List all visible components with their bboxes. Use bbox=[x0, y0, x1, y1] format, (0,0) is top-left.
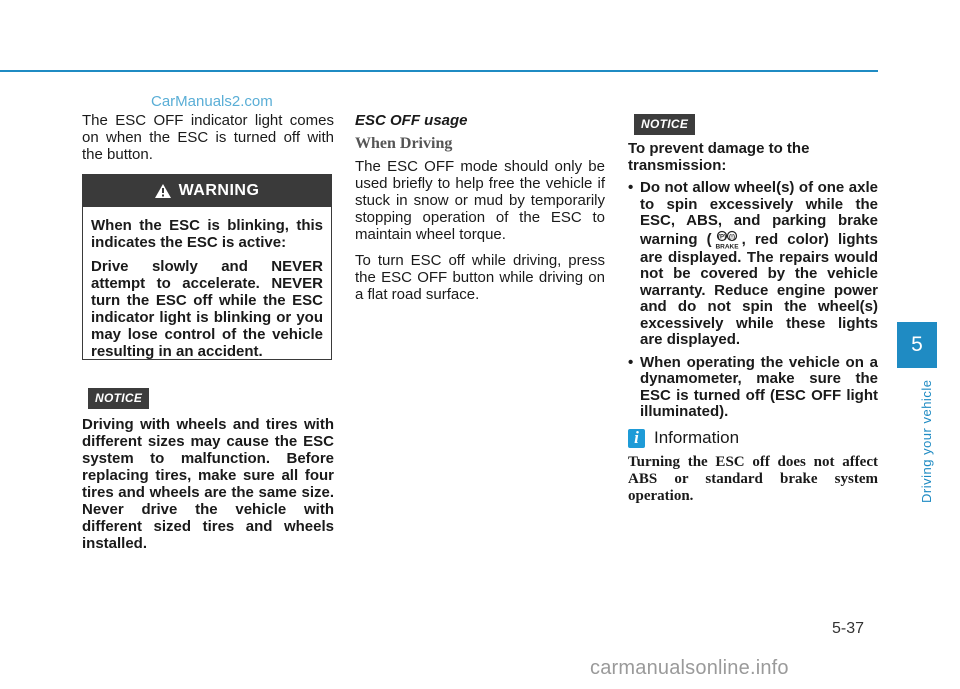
brake-warning-icon bbox=[713, 230, 741, 250]
warning-header bbox=[83, 175, 331, 207]
section-subheading: When Driving bbox=[355, 135, 453, 152]
bullet-dot: • bbox=[628, 179, 634, 196]
notice-intro: To prevent damage to the transmission: bbox=[628, 140, 810, 174]
list-item bbox=[628, 180, 878, 349]
warning-triangle-icon bbox=[155, 184, 171, 198]
information-header bbox=[628, 428, 739, 448]
warning-title: WARNING bbox=[178, 182, 260, 199]
chapter-label-text: Driving your vehicle bbox=[919, 379, 934, 503]
warning-box bbox=[82, 174, 332, 360]
bullet-text-1b: , red color) lights are displayed. The repairs would not be covered by the vehicle warranty. Reduce engine power and do not spin the wheel(s) excessively while these lights are displayed. bbox=[640, 230, 878, 348]
warning-text-1: When the ESC is blinking, this indicates the ESC is active: bbox=[91, 217, 323, 251]
brake-icon-label: BRAKE bbox=[715, 243, 739, 250]
bullet-dot: • bbox=[628, 353, 634, 371]
warning-body bbox=[83, 207, 331, 360]
section-heading: ESC OFF usage bbox=[355, 112, 468, 129]
watermark-bottom[interactable]: carmanualsonline.info bbox=[590, 657, 789, 679]
chapter-number: 5 bbox=[911, 333, 923, 356]
list-item bbox=[628, 355, 878, 421]
intro-paragraph bbox=[82, 112, 334, 163]
svg-text:(P): (P) bbox=[717, 234, 726, 240]
bullet-text-1a: Do not allow wheel(s) of one axle to spin excessively while the ESC, ABS, and parking brake warning ( bbox=[640, 179, 878, 248]
usage-paragraph-2: To turn ESC off while driving, press the ESC OFF button while driving on a flat road surface. bbox=[355, 252, 605, 303]
svg-text:(!): (!) bbox=[728, 234, 735, 240]
warning-text-2: Drive slowly and NEVER attempt to accelerate. NEVER turn the ESC off while the ESC indicator light is blinking or you may lose control of the vehicle resulting in an accident. bbox=[91, 258, 323, 360]
notice-badge: NOTICE bbox=[88, 388, 149, 409]
watermark-top[interactable]: CarManuals2.com bbox=[151, 93, 273, 110]
intro-text: The ESC OFF indicator light comes on when the ESC is turned off with the button. bbox=[82, 112, 334, 163]
info-icon: i bbox=[628, 429, 645, 448]
usage-paragraph-1: The ESC OFF mode should only be used briefly to help free the vehicle if stuck in snow or mud by temporarily stopping operation of the ESC to maintain wheel torque. bbox=[355, 158, 605, 243]
information-text: Turning the ESC off does not affect ABS or standard brake system operation. bbox=[628, 454, 878, 504]
esc-off-usage-section bbox=[355, 112, 605, 312]
notice-text-2 bbox=[628, 141, 878, 421]
information-title: Information bbox=[654, 428, 740, 447]
bullet-text-1 bbox=[640, 180, 878, 349]
header-rule bbox=[0, 70, 878, 72]
notice-text: Driving with wheels and tires with different sizes may cause the ESC system to malfunction. Before replacing tires, make sure all four tires and wheels are the same size. Never drive the vehicle with different sized tires and wheels installed. bbox=[82, 416, 334, 552]
bullet-text-2: When operating the vehicle on a dynamometer, make sure the ESC is turned off (ESC OFF light illuminated). bbox=[640, 353, 878, 420]
page-number: 5-37 bbox=[832, 620, 865, 637]
notice-badge-2: NOTICE bbox=[634, 114, 695, 135]
chapter-label bbox=[905, 373, 934, 503]
chapter-tab bbox=[897, 322, 937, 368]
